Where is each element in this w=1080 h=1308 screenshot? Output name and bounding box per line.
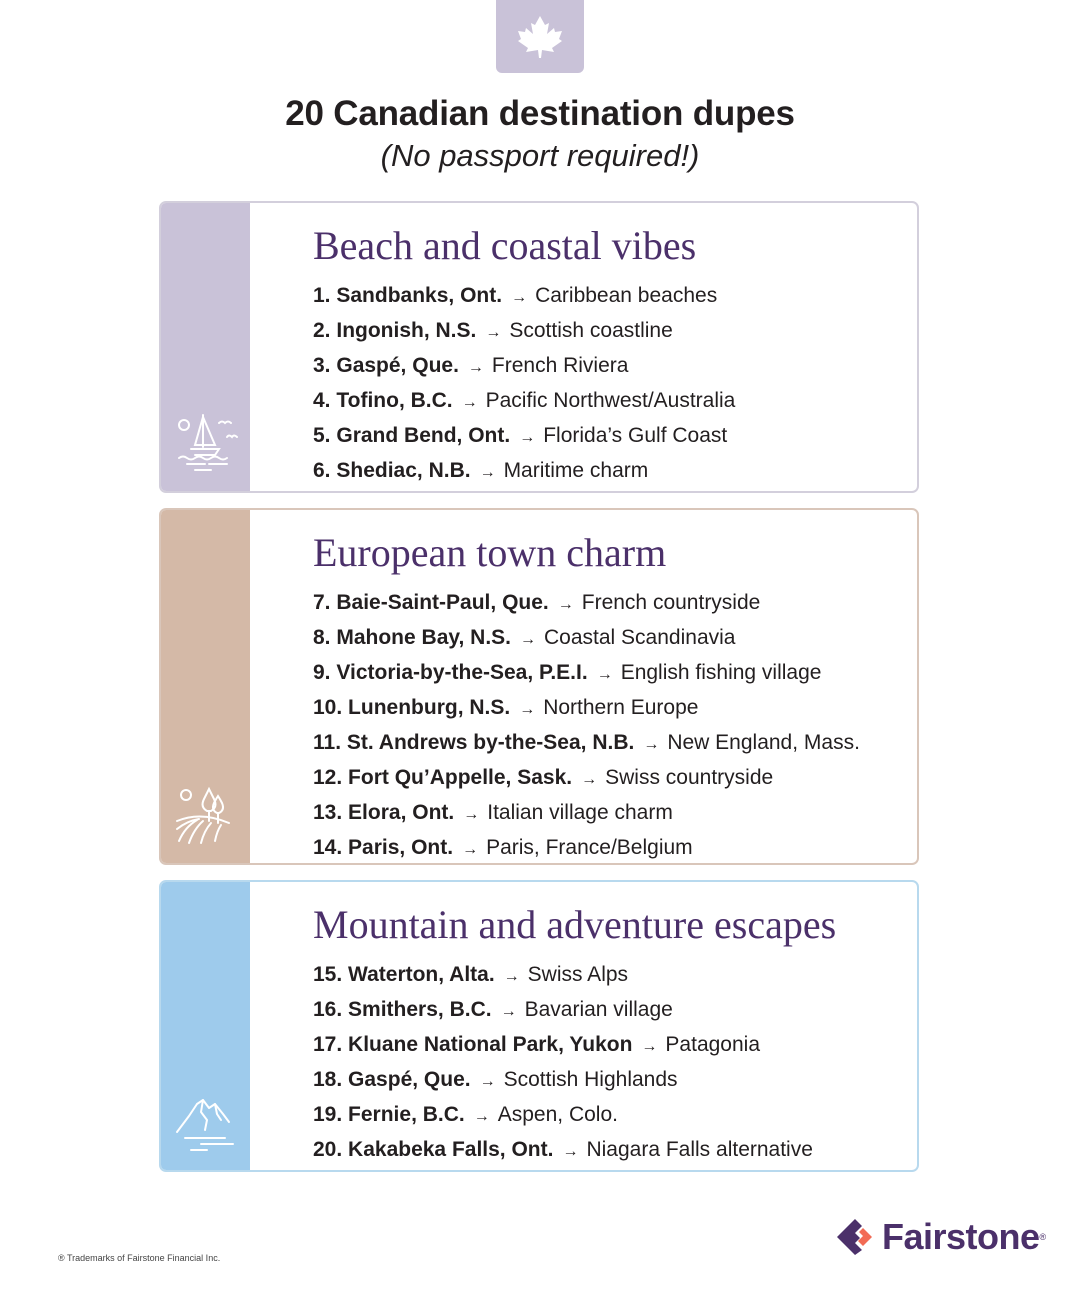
sailboat-icon	[173, 409, 239, 475]
arrow-icon: →	[519, 429, 536, 446]
section-heading: Beach and coastal vibes	[313, 223, 697, 268]
section-content	[313, 221, 907, 489]
list-item: 10. Lunenburg, N.S. → Northern Europe	[313, 696, 699, 719]
section-european	[159, 508, 919, 865]
logo-wordmark: Fairstone	[882, 1216, 1040, 1257]
arrow-icon: →	[641, 1038, 658, 1055]
list-item: 8. Mahone Bay, N.S. → Coastal Scandinavia	[313, 626, 736, 649]
arrow-icon: →	[462, 841, 479, 858]
list-item: 1. Sandbanks, Ont. → Caribbean beaches	[313, 284, 718, 307]
list-item: 20. Kakabeka Falls, Ont. → Niagara Falls alternative	[313, 1138, 813, 1161]
arrow-icon: →	[596, 666, 613, 683]
arrow-icon: →	[557, 596, 574, 613]
list-item: 3. Gaspé, Que. → French Riviera	[313, 354, 629, 377]
section-content	[313, 900, 907, 1168]
maple-leaf-icon	[514, 14, 566, 60]
arrow-icon: →	[463, 806, 480, 823]
list-item: 6. Shediac, N.B. → Maritime charm	[313, 459, 649, 482]
arrow-icon: →	[479, 464, 496, 481]
list-item: 19. Fernie, B.C. → Aspen, Colo.	[313, 1103, 618, 1126]
arrow-icon: →	[500, 1003, 517, 1020]
countryside-icon	[173, 781, 239, 847]
section-heading: Mountain and adventure escapes	[313, 902, 837, 947]
list-item: 4. Tofino, B.C. → Pacific Northwest/Australia	[313, 389, 736, 412]
arrow-icon: →	[461, 394, 478, 411]
list-item: 9. Victoria-by-the-Sea, P.E.I. → English fishing village	[313, 661, 822, 684]
fairstone-logo	[836, 1216, 1046, 1258]
section-content	[313, 528, 907, 865]
list-item: 17. Kluane National Park, Yukon → Patagonia	[313, 1033, 761, 1056]
section-band	[161, 882, 250, 1170]
list-item: 16. Smithers, B.C. → Bavarian village	[313, 998, 673, 1021]
arrow-icon: →	[581, 771, 598, 788]
list-item: 2. Ingonish, N.S. → Scottish coastline	[313, 319, 673, 342]
page-title: 20 Canadian destination dupes	[285, 94, 795, 133]
arrow-icon: →	[562, 1143, 579, 1160]
section-band	[161, 510, 250, 863]
arrow-icon: →	[485, 324, 502, 341]
arrow-icon: →	[519, 701, 536, 718]
arrow-icon: →	[473, 1108, 490, 1125]
registered-mark: ®	[1039, 1232, 1047, 1242]
page-subtitle: (No passport required!)	[380, 138, 700, 173]
section-mountain	[159, 880, 919, 1172]
list-item: 15. Waterton, Alta. → Swiss Alps	[313, 963, 629, 986]
section-heading: European town charm	[313, 530, 667, 575]
section-beach	[159, 201, 919, 493]
list-item: 18. Gaspé, Que. → Scottish Highlands	[313, 1068, 678, 1091]
arrow-icon: →	[467, 359, 484, 376]
list-item: 11. St. Andrews by-the-Sea, N.B. → New England, Mass.	[313, 731, 860, 754]
mountain-icon	[173, 1088, 239, 1154]
arrow-icon: →	[479, 1073, 496, 1090]
list-item: 5. Grand Bend, Ont. → Florida’s Gulf Coast	[313, 424, 728, 447]
arrow-icon: →	[511, 289, 528, 306]
list-item: 13. Elora, Ont. → Italian village charm	[313, 801, 673, 824]
trademark-footnote: ® Trademarks of Fairstone Financial Inc.	[58, 1253, 221, 1263]
list-item: 14. Paris, Ont. → Paris, France/Belgium	[313, 836, 693, 859]
maple-leaf-badge	[496, 0, 584, 73]
arrow-icon: →	[520, 631, 537, 648]
section-band	[161, 203, 250, 491]
fairstone-logo-mark-icon	[836, 1218, 874, 1256]
list-item: 7. Baie-Saint-Paul, Que. → French countryside	[313, 591, 761, 614]
arrow-icon: →	[503, 968, 520, 985]
list-item: 12. Fort Qu’Appelle, Sask. → Swiss countryside	[313, 766, 774, 789]
arrow-icon: →	[643, 736, 660, 753]
